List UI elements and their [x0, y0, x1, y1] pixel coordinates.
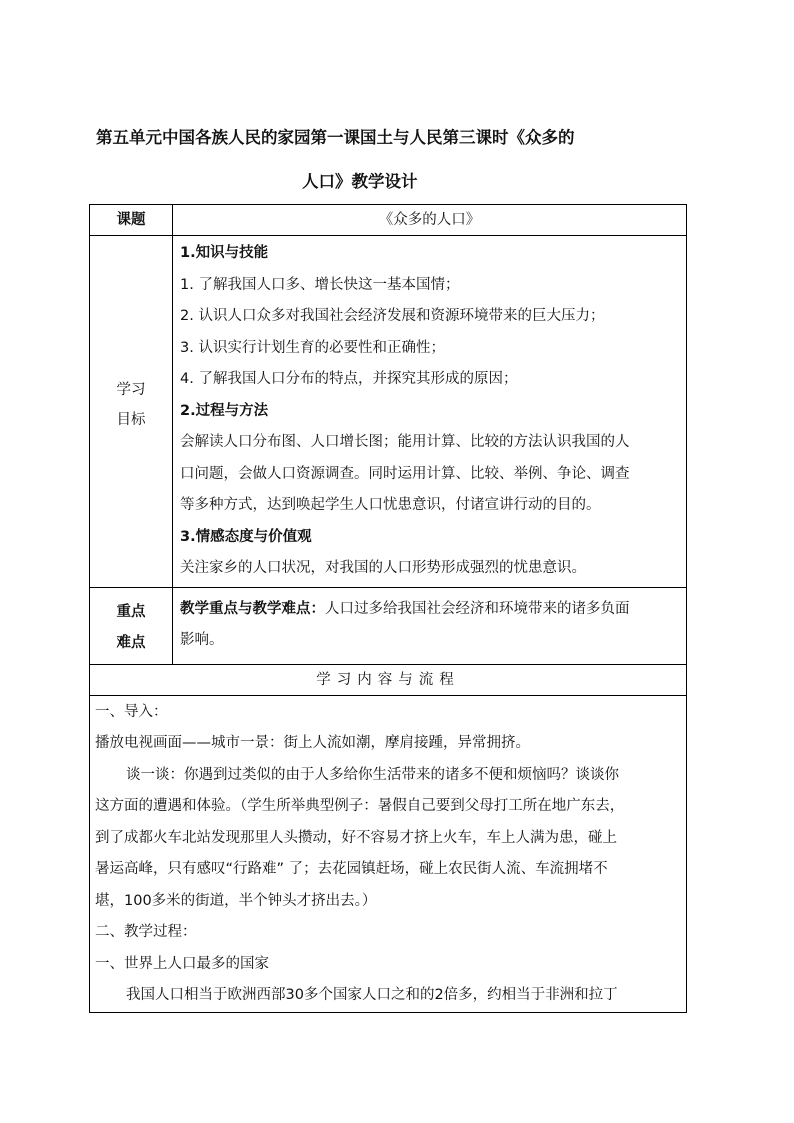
lesson-plan-table: [89, 204, 687, 1013]
process-method-heading: 2.过程与方法: [180, 402, 269, 419]
flow-line: 我国人口相当于欧洲西部30多个国家人口之和的2倍多，约相当于非洲和拉丁: [126, 987, 618, 1003]
objectives-label-cell: [90, 236, 173, 588]
flow-line: 这方面的遭遇和体验。（学生所举典型例子：暑假自己要到父母打工所在地广东去，: [95, 798, 625, 814]
keypoints-label-cell: [90, 587, 173, 664]
flow-line: 暑运高峰，只有感叹“行路难” 了；去花园镇赶场，碰上农民街人流、车流拥堵不: [95, 861, 608, 877]
knowledge-skills-heading: 1.知识与技能: [180, 245, 269, 261]
topic-label: 课题: [90, 205, 173, 236]
objectives-label-2: 目标: [116, 412, 146, 428]
keypoints-bold-label: 教学重点与教学难点：: [180, 600, 325, 617]
flow-content: [90, 695, 687, 1012]
flow-line: 一、导入：: [95, 703, 168, 720]
flow-line: 一、世界上人口最多的国家: [95, 955, 269, 972]
flow-line: 播放电视画面——城市一景：街上人流如潮，摩肩接踵，异常拥挤。: [95, 735, 530, 751]
keypoints-line-1: [173, 594, 686, 626]
objective-item: 2. 认识人口众多对我国社会经济发展和资源环境带来的巨大压力；: [180, 308, 605, 324]
topic-row: [90, 205, 687, 236]
attitude-heading: 3.情感态度与价值观: [180, 528, 312, 545]
keypoints-label-2: 难点: [116, 634, 146, 651]
title-line-1: 第五单元中国各族人民的家园第一课国土与人民第三课时《众多的: [96, 128, 575, 147]
flow-line: 谈一谈：你遇到过类似的由于人多给你生活带来的诸多不便和烦恼吗？谈谈你: [126, 766, 619, 783]
keypoints-line-2: 影响。: [180, 632, 224, 648]
attitude-line: 关注家乡的人口状况，对我国的人口形势形成强烈的忧患意识。: [180, 560, 586, 576]
keypoints-label-1: 重点: [116, 603, 146, 620]
flow-header-row: [90, 664, 687, 695]
objective-item: 1. 了解我国人口多、增长快这一基本国情；: [180, 276, 460, 293]
process-line: 会解读人口分布图、人口增长图；能用计算、比较的方法认识我国的人: [180, 434, 630, 450]
topic-value: 《众多的人口》: [173, 205, 687, 236]
objectives-row: [90, 236, 687, 588]
objective-item: 4. 了解我国人口分布的特点，并探究其形成的原因；: [180, 371, 518, 387]
objectives-label-1: 学习: [116, 382, 146, 398]
flow-line: 到了成都火车北站发现那里人头攒动，好不容易才挤上火车，车上人满为患，碰上: [95, 829, 617, 846]
flow-line: 二、教学过程：: [95, 924, 197, 940]
keypoints-text: 人口过多给我国社会经济和环境带来的诸多负面: [325, 600, 630, 617]
keypoints-content: [173, 587, 687, 664]
keypoints-row: [90, 587, 687, 664]
flow-line: 堪，100多米的街道，半个钟头才挤出去。）: [95, 892, 377, 909]
objective-item: 3. 认识实行计划生育的必要性和正确性；: [180, 339, 445, 356]
process-line: 等多种方式，达到唤起学生人口忧患意识，付诸宣讲行动的目的。: [180, 497, 601, 513]
objectives-content: [173, 236, 687, 588]
flow-body-row: [90, 695, 687, 1012]
process-line: 口问题，会做人口资源调查。同时运用计算、比较、举例、争论、调查: [180, 465, 630, 482]
title-line-2: 人口》教学设计: [302, 172, 418, 191]
flow-header: 学习内容与流程: [90, 664, 687, 695]
